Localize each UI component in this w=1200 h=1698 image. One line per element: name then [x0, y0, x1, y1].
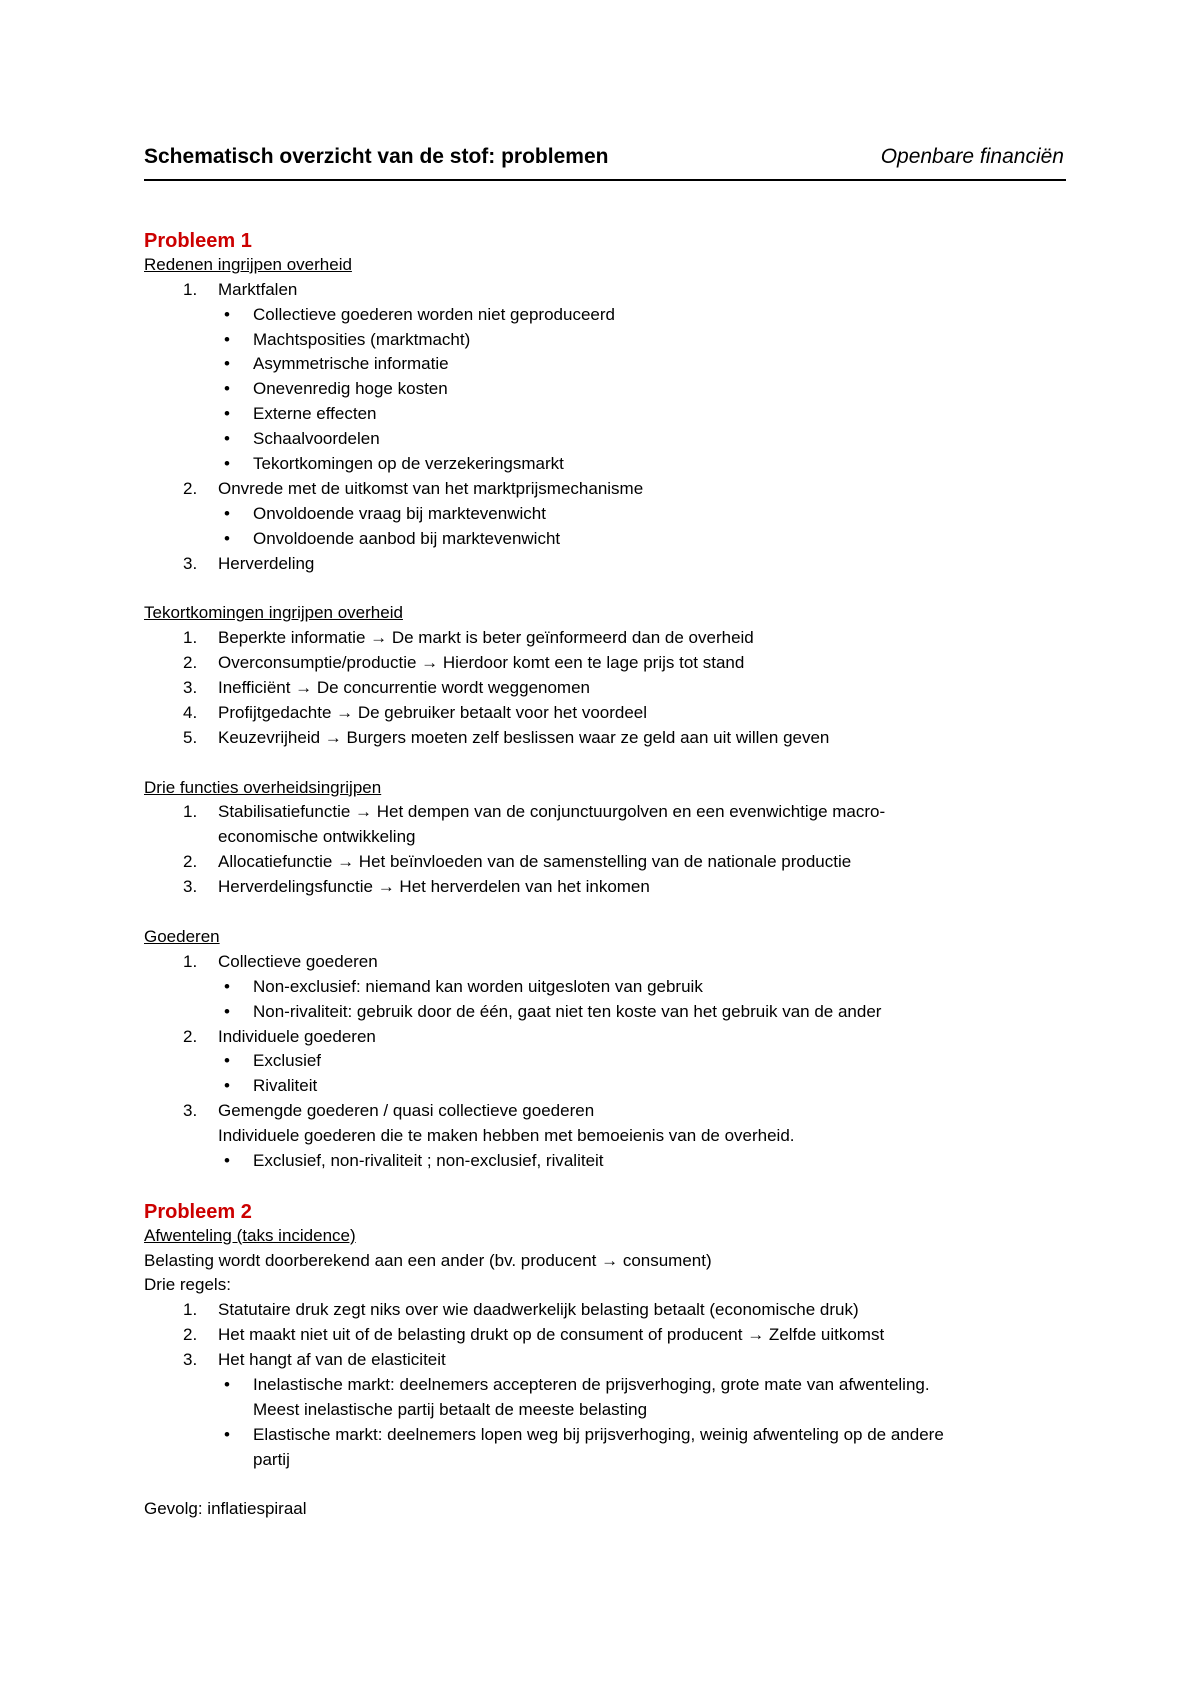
bullet-icon: •	[224, 528, 230, 548]
list-number: 2.	[183, 1026, 198, 1046]
problem-1-heading: Probleem 1	[144, 230, 252, 252]
bullet-text: Externe effecten	[253, 404, 377, 424]
document-content	[144, 228, 1074, 1522]
bullet-text: Inelastische markt: deelnemers accepteren de prijsverhoging, grote mate van afwenteling.	[253, 1374, 930, 1394]
list-number: 3.	[183, 678, 198, 698]
list-number: 4.	[183, 702, 198, 722]
list-text-continuation: economische ontwikkeling	[218, 827, 416, 847]
list-text: Inefficiënt → De concurrentie wordt weggenomen	[218, 678, 590, 698]
list-number: 2.	[183, 478, 198, 498]
bullet-text: Tekortkomingen op de verzekeringsmarkt	[253, 454, 564, 474]
list-item	[144, 1099, 1074, 1124]
bullet-icon: •	[224, 1076, 230, 1096]
list-number: 1.	[183, 1300, 198, 1320]
bullet-icon: •	[224, 429, 230, 449]
paragraph-text: Drie regels:	[144, 1275, 231, 1295]
bullet-icon: •	[224, 404, 230, 424]
page-header	[144, 145, 1066, 181]
bullet-item	[144, 352, 1074, 377]
bullet-icon: •	[224, 1374, 230, 1394]
list-text: Onvrede met de uitkomst van het marktprijsmechanisme	[218, 478, 644, 498]
spacer	[144, 751, 1074, 776]
spacer	[144, 1174, 1074, 1199]
list-number: 3.	[183, 877, 198, 897]
bullet-text: Machtsposities (marktmacht)	[253, 329, 471, 349]
list-text: Beperkte informatie → De markt is beter geïnformeerd dan de overheid	[218, 628, 754, 648]
list-number: 1.	[183, 628, 198, 648]
bullet-icon: •	[224, 304, 230, 324]
list-item	[144, 1298, 1074, 1323]
bullet-text-continuation: partij	[253, 1449, 290, 1469]
list-number: 1.	[183, 802, 198, 822]
list-number: 3.	[183, 1101, 198, 1121]
list-item	[144, 1323, 1074, 1348]
bullet-icon: •	[224, 976, 230, 996]
bullet-text: Collectieve goederen worden niet geproduceerd	[253, 304, 615, 324]
list-number: 2.	[183, 1325, 198, 1345]
bullet-item	[144, 328, 1074, 353]
section-heading-redenen: Redenen ingrijpen overheid	[144, 254, 352, 274]
list-text: Marktfalen	[218, 279, 298, 299]
bullet-text: Elastische markt: deelnemers lopen weg bij prijsverhoging, weinig afwenteling op de andere	[253, 1424, 944, 1444]
bullet-item	[144, 975, 1074, 1000]
bullet-item	[144, 1074, 1074, 1099]
bullet-icon: •	[224, 379, 230, 399]
bullet-item	[144, 452, 1074, 477]
list-item	[144, 726, 1074, 751]
bullet-item	[144, 1373, 1074, 1398]
list-item	[144, 651, 1074, 676]
list-text: Herverdelingsfunctie → Het herverdelen van het inkomen	[218, 877, 650, 897]
bullet-icon: •	[224, 503, 230, 523]
bullet-text: Non-rivaliteit: gebruik door de één, gaat niet ten koste van het gebruik van de ander	[253, 1001, 882, 1021]
list-item	[144, 950, 1074, 975]
list-text: Individuele goederen	[218, 1026, 376, 1046]
bullet-text: Exclusief, non-rivaliteit ; non-exclusief, rivaliteit	[253, 1150, 604, 1170]
list-text: Overconsumptie/productie → Hierdoor komt een te lage prijs tot stand	[218, 653, 745, 673]
bullet-text: Onvoldoende vraag bij marktevenwicht	[253, 503, 546, 523]
list-text: Het hangt af van de elasticiteit	[218, 1350, 446, 1370]
list-text: Keuzevrijheid → Burgers moeten zelf beslissen waar ze geld aan uit willen geven	[218, 727, 830, 747]
list-number: 2.	[183, 852, 198, 872]
list-number: 1.	[183, 279, 198, 299]
bullet-item	[144, 502, 1074, 527]
list-number: 1.	[183, 951, 198, 971]
list-item	[144, 676, 1074, 701]
bullet-icon: •	[224, 454, 230, 474]
list-number: 5.	[183, 727, 198, 747]
list-item	[144, 477, 1074, 502]
spacer	[144, 1473, 1074, 1498]
bullet-item	[144, 1149, 1074, 1174]
list-item	[144, 278, 1074, 303]
bullet-text: Non-exclusief: niemand kan worden uitgesloten van gebruik	[253, 976, 703, 996]
bullet-item	[144, 1423, 1074, 1448]
list-item	[144, 850, 1074, 875]
spacer	[144, 900, 1074, 925]
list-item	[144, 800, 1074, 825]
bullet-item	[144, 427, 1074, 452]
bullet-item	[144, 303, 1074, 328]
bullet-item	[144, 402, 1074, 427]
bullet-text-continuation: Meest inelastische partij betaalt de meeste belasting	[253, 1399, 648, 1419]
bullet-icon: •	[224, 1051, 230, 1071]
section-heading-tekortkomingen: Tekortkomingen ingrijpen overheid	[144, 603, 403, 623]
list-text: Het maakt niet uit of de belasting drukt op de consument of producent → Zelfde uitkomst	[218, 1325, 885, 1345]
bullet-text: Schaalvoordelen	[253, 429, 380, 449]
bullet-text: Exclusief	[253, 1051, 322, 1071]
list-item	[144, 701, 1074, 726]
bullet-text: Rivaliteit	[253, 1076, 318, 1096]
bullet-icon: •	[224, 354, 230, 374]
bullet-text: Onevenredig hoge kosten	[253, 379, 448, 399]
bullet-item	[144, 1000, 1074, 1025]
list-text: Herverdeling	[218, 553, 315, 573]
list-text: Statutaire druk zegt niks over wie daadwerkelijk belasting betaalt (economische druk)	[218, 1300, 859, 1320]
paragraph-text: Belasting wordt doorberekend aan een ander (bv. producent → consument)	[144, 1250, 712, 1270]
bullet-icon: •	[224, 329, 230, 349]
bullet-icon: •	[224, 1001, 230, 1021]
section-heading-goederen: Goederen	[144, 926, 220, 946]
bullet-icon: •	[224, 1424, 230, 1444]
course-subject: Openbare financiën	[880, 145, 1064, 168]
bullet-text: Asymmetrische informatie	[253, 354, 449, 374]
list-item	[144, 626, 1074, 651]
list-text: Collectieve goederen	[218, 951, 378, 971]
list-item	[144, 1348, 1074, 1373]
problem-2-heading: Probleem 2	[144, 1200, 252, 1223]
list-text: Gemengde goederen / quasi collectieve goederen	[218, 1101, 595, 1121]
document-title: Schematisch overzicht van de stof: problemen	[144, 145, 609, 168]
list-item	[144, 875, 1074, 900]
section-heading-afwenteling: Afwenteling (taks incidence)	[144, 1225, 356, 1245]
list-number: 3.	[183, 553, 198, 573]
list-number: 2.	[183, 653, 198, 673]
list-item	[144, 552, 1074, 577]
list-text-continuation: Individuele goederen die te maken hebben met bemoeienis van de overheid.	[218, 1126, 795, 1146]
list-text: Stabilisatiefunctie → Het dempen van de conjunctuurgolven en een evenwichtige macro-	[218, 802, 886, 822]
list-text: Profijtgedachte → De gebruiker betaalt voor het voordeel	[218, 702, 648, 722]
list-number: 3.	[183, 1350, 198, 1370]
bullet-item	[144, 377, 1074, 402]
bullet-text: Onvoldoende aanbod bij marktevenwicht	[253, 528, 561, 548]
bullet-item	[144, 1049, 1074, 1074]
bullet-icon: •	[224, 1150, 230, 1170]
bullet-item	[144, 527, 1074, 552]
section-heading-functies: Drie functies overheidsingrijpen	[144, 777, 382, 797]
list-text: Allocatiefunctie → Het beïnvloeden van de samenstelling van de nationale productie	[218, 852, 852, 872]
list-item	[144, 1025, 1074, 1050]
spacer	[144, 576, 1074, 601]
paragraph-text: Gevolg: inflatiespiraal	[144, 1499, 307, 1519]
